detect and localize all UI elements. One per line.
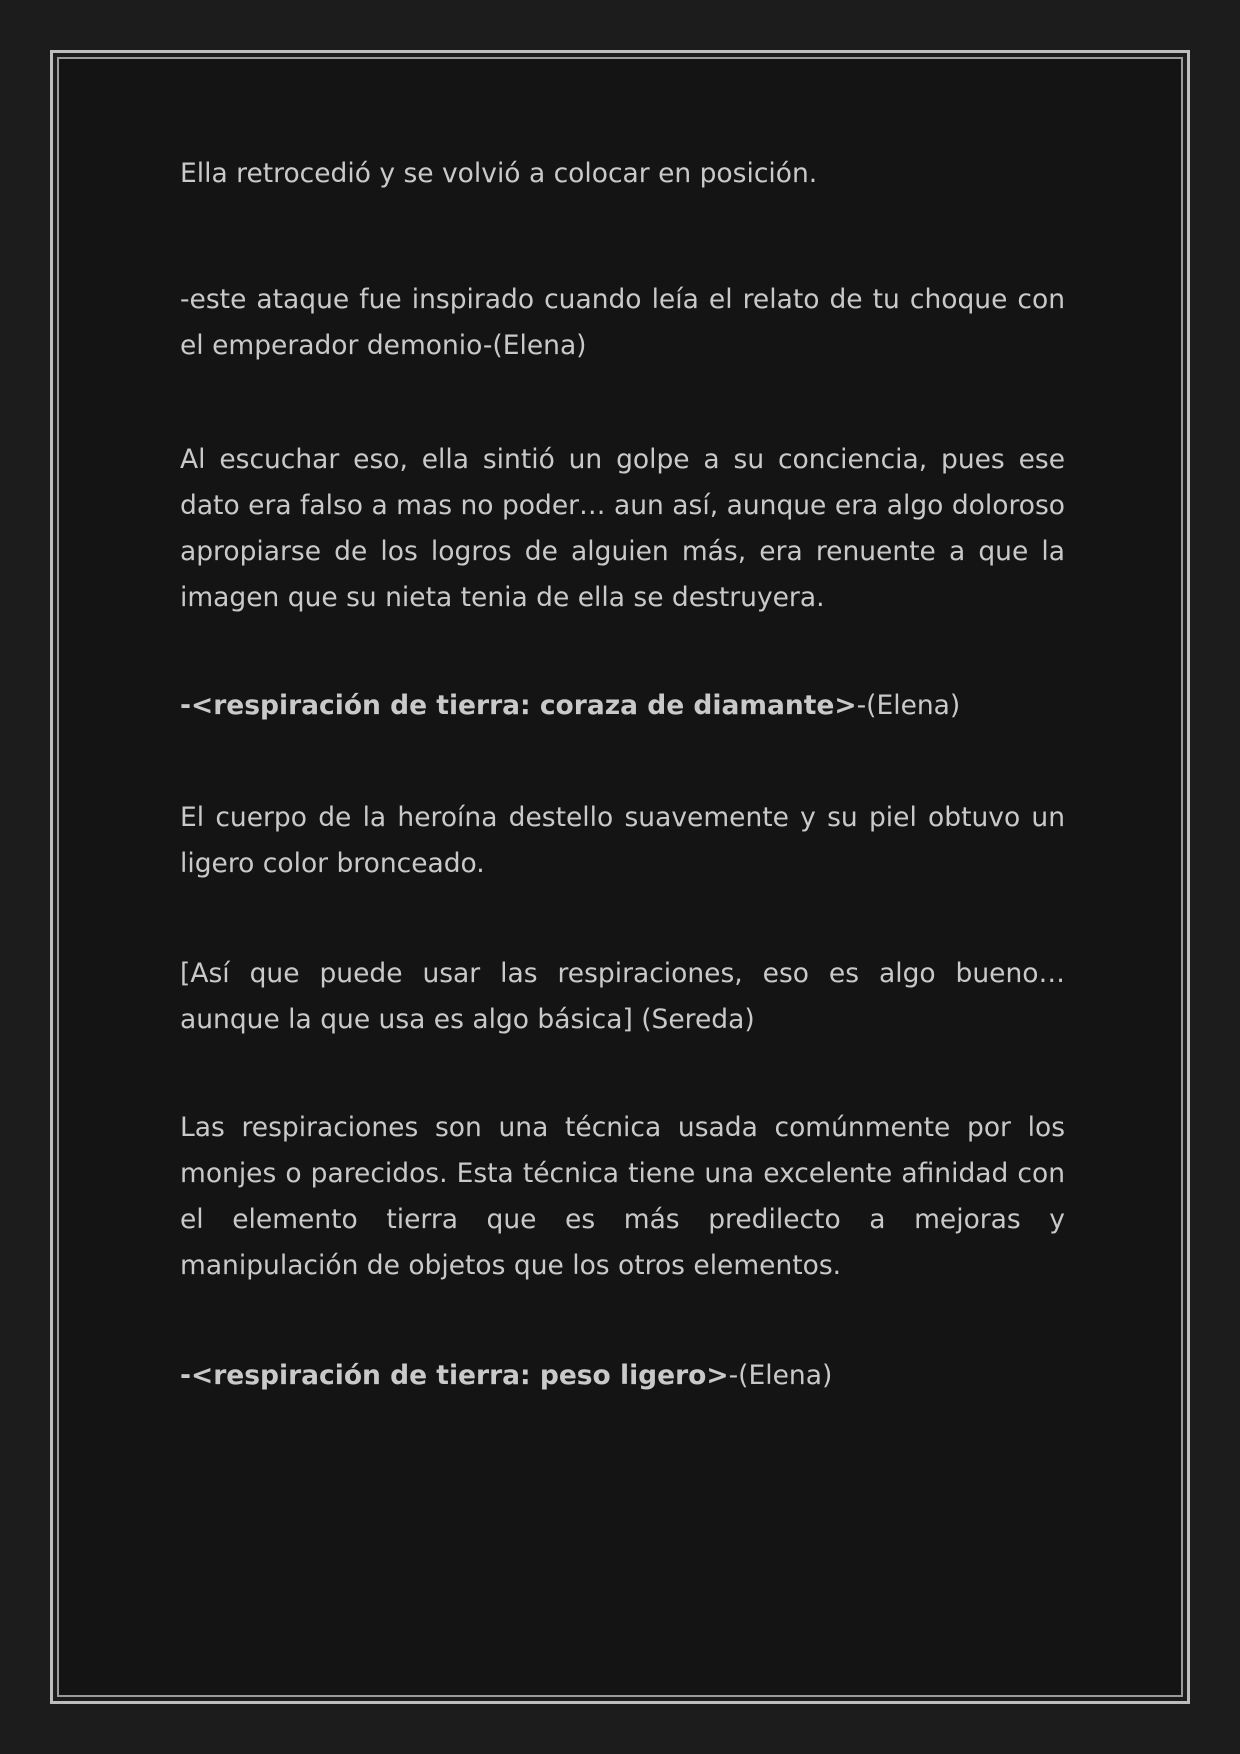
paragraph-8 — [180, 1353, 1065, 1399]
paragraph-5 — [180, 795, 1065, 887]
paragraph-text: Ella retrocedió y se volvió a colocar en posición. — [180, 158, 818, 189]
paragraph-2 — [180, 277, 1065, 369]
paragraph-text: El cuerpo de la heroína destello suavemente y su piel obtuvo un ligero color bronceado. — [180, 802, 1065, 879]
paragraph-text: Las respiraciones son una técnica usada comúnmente por los monjes o parecidos. Esta técnica tiene una excelente afinidad con el elemento tierra que es más predilecto a mejoras y manipulación de objetos que los otros elementos. — [180, 1112, 1065, 1281]
paragraph-7 — [180, 1105, 1065, 1289]
technique-name: -<respiración de tierra: peso ligero> — [180, 1360, 729, 1391]
paragraph-text: -este ataque fue inspirado cuando leía el relato de tu choque con el emperador demonio-(Elena) — [180, 284, 1065, 361]
paragraph-1 — [180, 151, 1065, 197]
page-frame — [50, 50, 1190, 1704]
paragraph-text: [Así que puede usar las respiraciones, eso es algo bueno… aunque la que usa es algo básica] (Sereda) — [180, 958, 1065, 1035]
technique-name: -<respiración de tierra: coraza de diamante> — [180, 690, 857, 721]
paragraph-4 — [180, 683, 1065, 729]
speaker-tag: -(Elena) — [728, 1360, 833, 1391]
page-content — [57, 57, 1183, 1697]
paragraph-3 — [180, 437, 1065, 621]
text-column — [180, 151, 1065, 1479]
paragraph-6 — [180, 951, 1065, 1043]
paragraph-text: Al escuchar eso, ella sintió un golpe a su conciencia, pues ese dato era falso a mas no poder… aun así, aunque era algo doloroso apropiarse de los logros de alguien más, era renuente a que la imagen que su nieta tenia de ella se destruyera. — [180, 444, 1065, 613]
speaker-tag: -(Elena) — [856, 690, 961, 721]
